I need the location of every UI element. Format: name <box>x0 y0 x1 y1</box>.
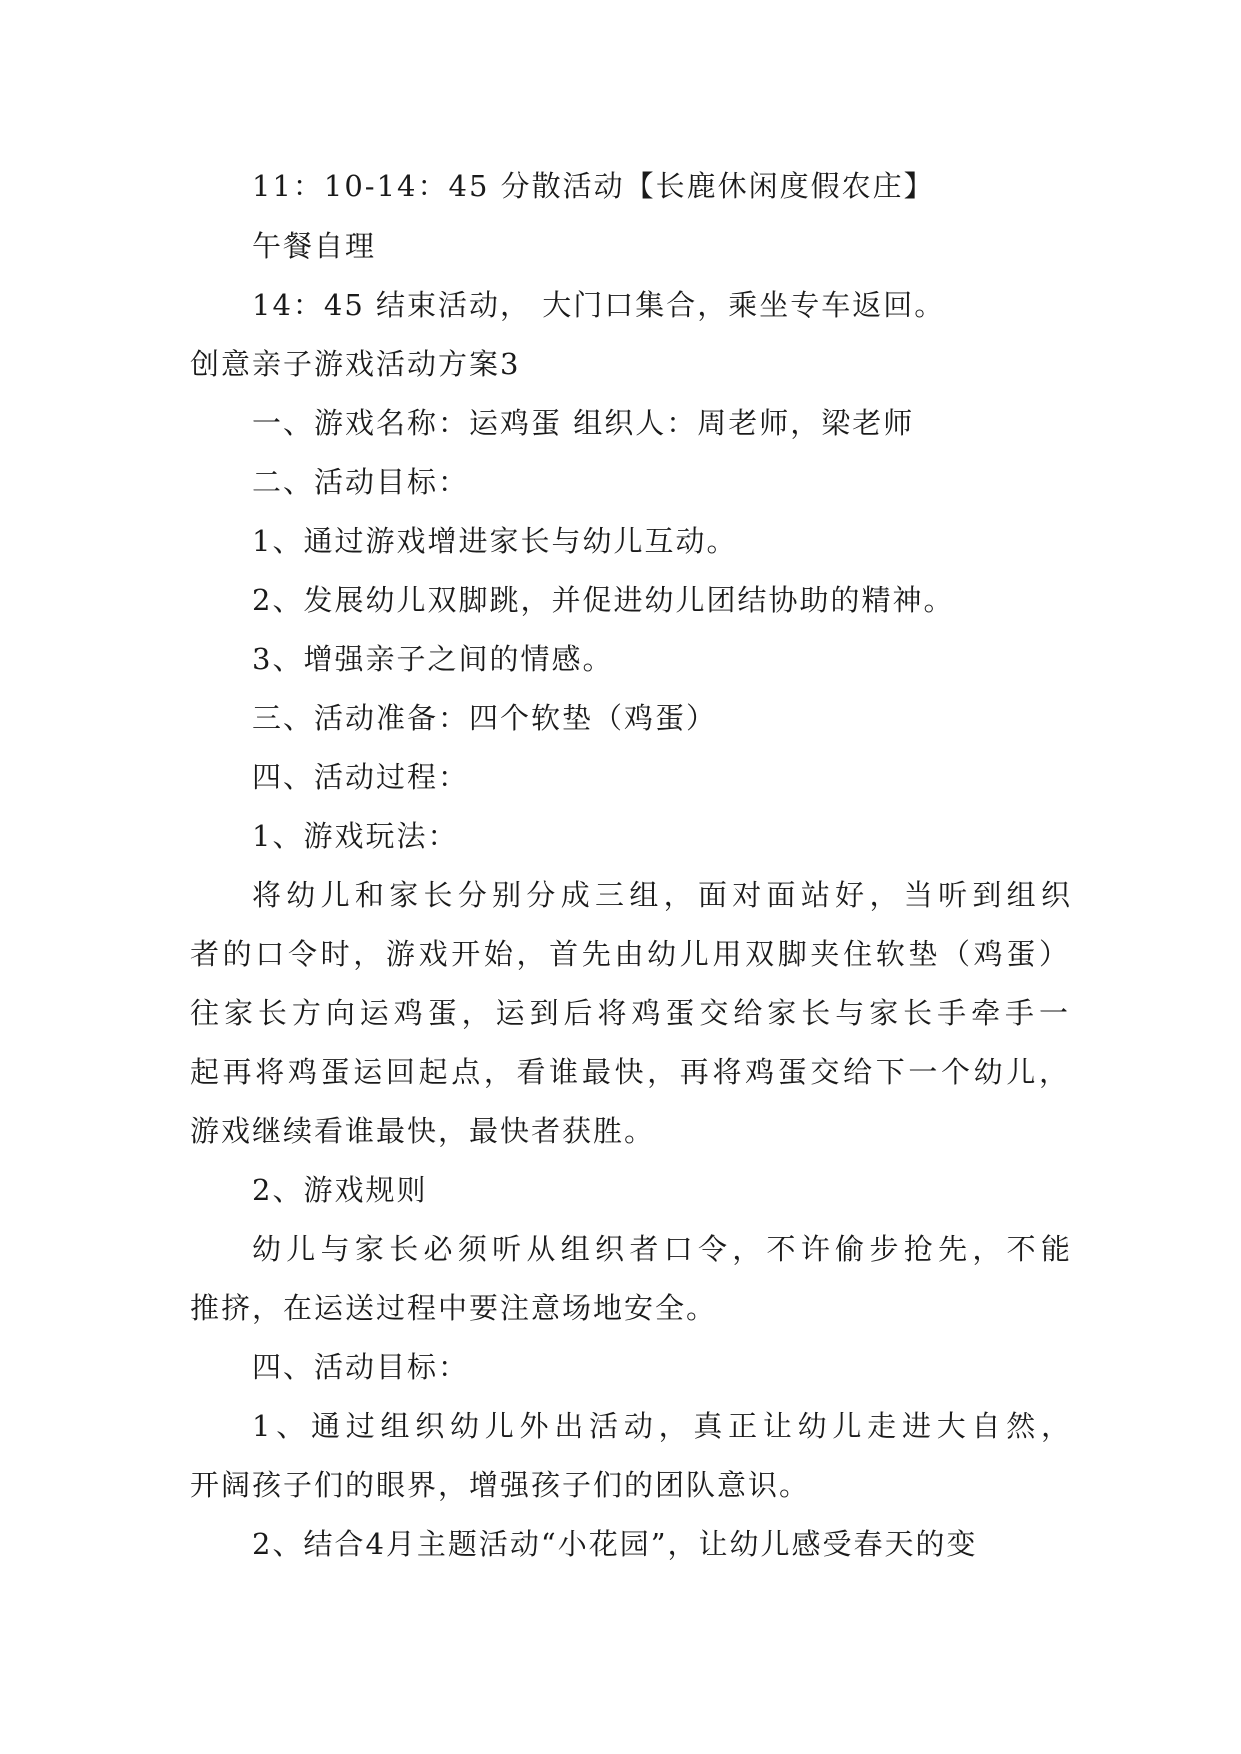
goals-heading: 二、活动目标： <box>252 465 470 499</box>
process-heading: 四、活动过程： <box>252 760 470 794</box>
goal-item-2: 2、发展幼儿双脚跳，并促进幼儿团结协助的精神。 <box>252 583 955 617</box>
goal-paragraph-line: 开阔孩子们的眼界，增强孩子们的团队意识。 <box>190 1468 811 1502</box>
game-name-line: 一、游戏名称：运鸡蛋 组织人：周老师，梁老师 <box>252 406 915 440</box>
preparation-line: 三、活动准备：四个软垫（鸡蛋） <box>252 701 718 735</box>
goal-paragraph-line: 1、通过组织幼儿外出活动，真正让幼儿走进大自然， <box>252 1409 1072 1443</box>
section-title: 创意亲子游戏活动方案3 <box>190 347 521 381</box>
rules-paragraph-line: 幼儿与家长必须听从组织者口令，不许偷步抢先，不能 <box>252 1232 1072 1266</box>
goal-item-3: 3、增强亲子之间的情感。 <box>252 642 614 676</box>
gameplay-paragraph-line: 者的口令时，游戏开始，首先由幼儿用双脚夹住软垫（鸡蛋） <box>190 937 1070 971</box>
lunch-line: 午餐自理 <box>252 229 377 263</box>
gameplay-paragraph-line: 将幼儿和家长分别分成三组，面对面站好，当听到组织 <box>252 878 1072 912</box>
goal-paragraph-line: 2、结合4月主题活动“小花园”，让幼儿感受春天的变 <box>252 1527 978 1561</box>
rules-heading: 2、游戏规则 <box>252 1173 428 1207</box>
gameplay-paragraph-line: 往家长方向运鸡蛋，运到后将鸡蛋交给家长与家长手牵手一 <box>190 996 1070 1030</box>
schedule-line-1445: 14：45 结束活动， 大门口集合，乘坐专车返回。 <box>252 288 946 322</box>
gameplay-heading: 1、游戏玩法： <box>252 819 459 853</box>
schedule-line-1110: 11：10-14：45 分散活动【长鹿休闲度假农庄】 <box>252 169 935 203</box>
rules-paragraph-line: 推挤，在运送过程中要注意场地安全。 <box>190 1291 718 1325</box>
goal-item-1: 1、通过游戏增进家长与幼儿互动。 <box>252 524 738 558</box>
gameplay-paragraph-line: 游戏继续看谁最快，最快者获胜。 <box>190 1114 656 1148</box>
gameplay-paragraph-line: 起再将鸡蛋运回起点，看谁最快，再将鸡蛋交给下一个幼儿， <box>190 1055 1070 1089</box>
goals-heading-2: 四、活动目标： <box>252 1350 470 1384</box>
